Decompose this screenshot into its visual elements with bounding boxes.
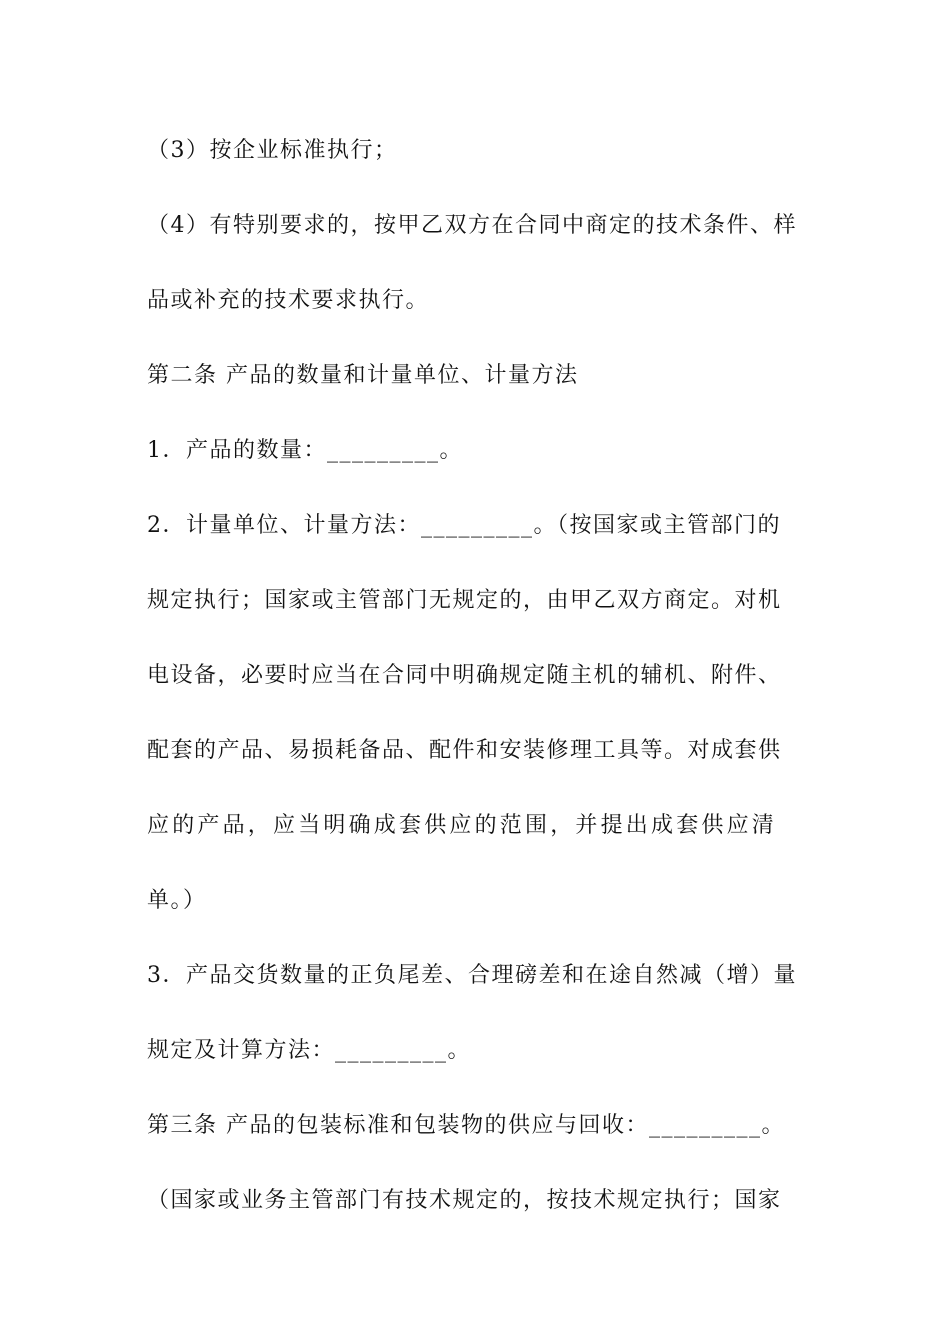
clause-1-item-3: （3）按企业标准执行；: [147, 138, 398, 163]
clause-1-item-4-cont: 品或补充的技术要求执行。: [147, 288, 430, 313]
article-2-item-3-cont: 规定及计算方法：_________。: [147, 1038, 472, 1063]
article-2-item-2-cont-1: 规定执行；国家或主管部门无规定的，由甲乙双方商定。对机: [147, 588, 782, 613]
article-2-item-2-cont-2: 电设备，必要时应当在合同中明确规定随主机的辅机、附件、: [147, 663, 782, 688]
article-3-note: （国家或业务主管部门有技术规定的，按技术规定执行；国家: [147, 1188, 782, 1213]
article-2-heading: 第二条 产品的数量和计量单位、计量方法: [147, 363, 579, 388]
clause-1-item-4: （4）有特别要求的，按甲乙双方在合同中商定的技术条件、样: [147, 213, 797, 238]
article-2-item-2-cont-5: 单。）: [147, 888, 207, 913]
article-2-item-2-cont-4: 应的产品，应当明确成套供应的范围，并提出成套供应清: [147, 813, 778, 838]
article-2-item-2: 2．计量单位、计量方法：_________。（按国家或主管部门的: [147, 513, 781, 538]
article-2-item-2-cont-3: 配套的产品、易损耗备品、配件和安装修理工具等。对成套供: [147, 738, 782, 763]
article-2-item-1: 1．产品的数量：_________。: [147, 438, 463, 463]
article-2-item-3: 3．产品交货数量的正负尾差、合理磅差和在途自然减（增）量: [147, 963, 797, 988]
article-3-heading: 第三条 产品的包装标准和包装物的供应与回收：_________。: [147, 1113, 785, 1138]
